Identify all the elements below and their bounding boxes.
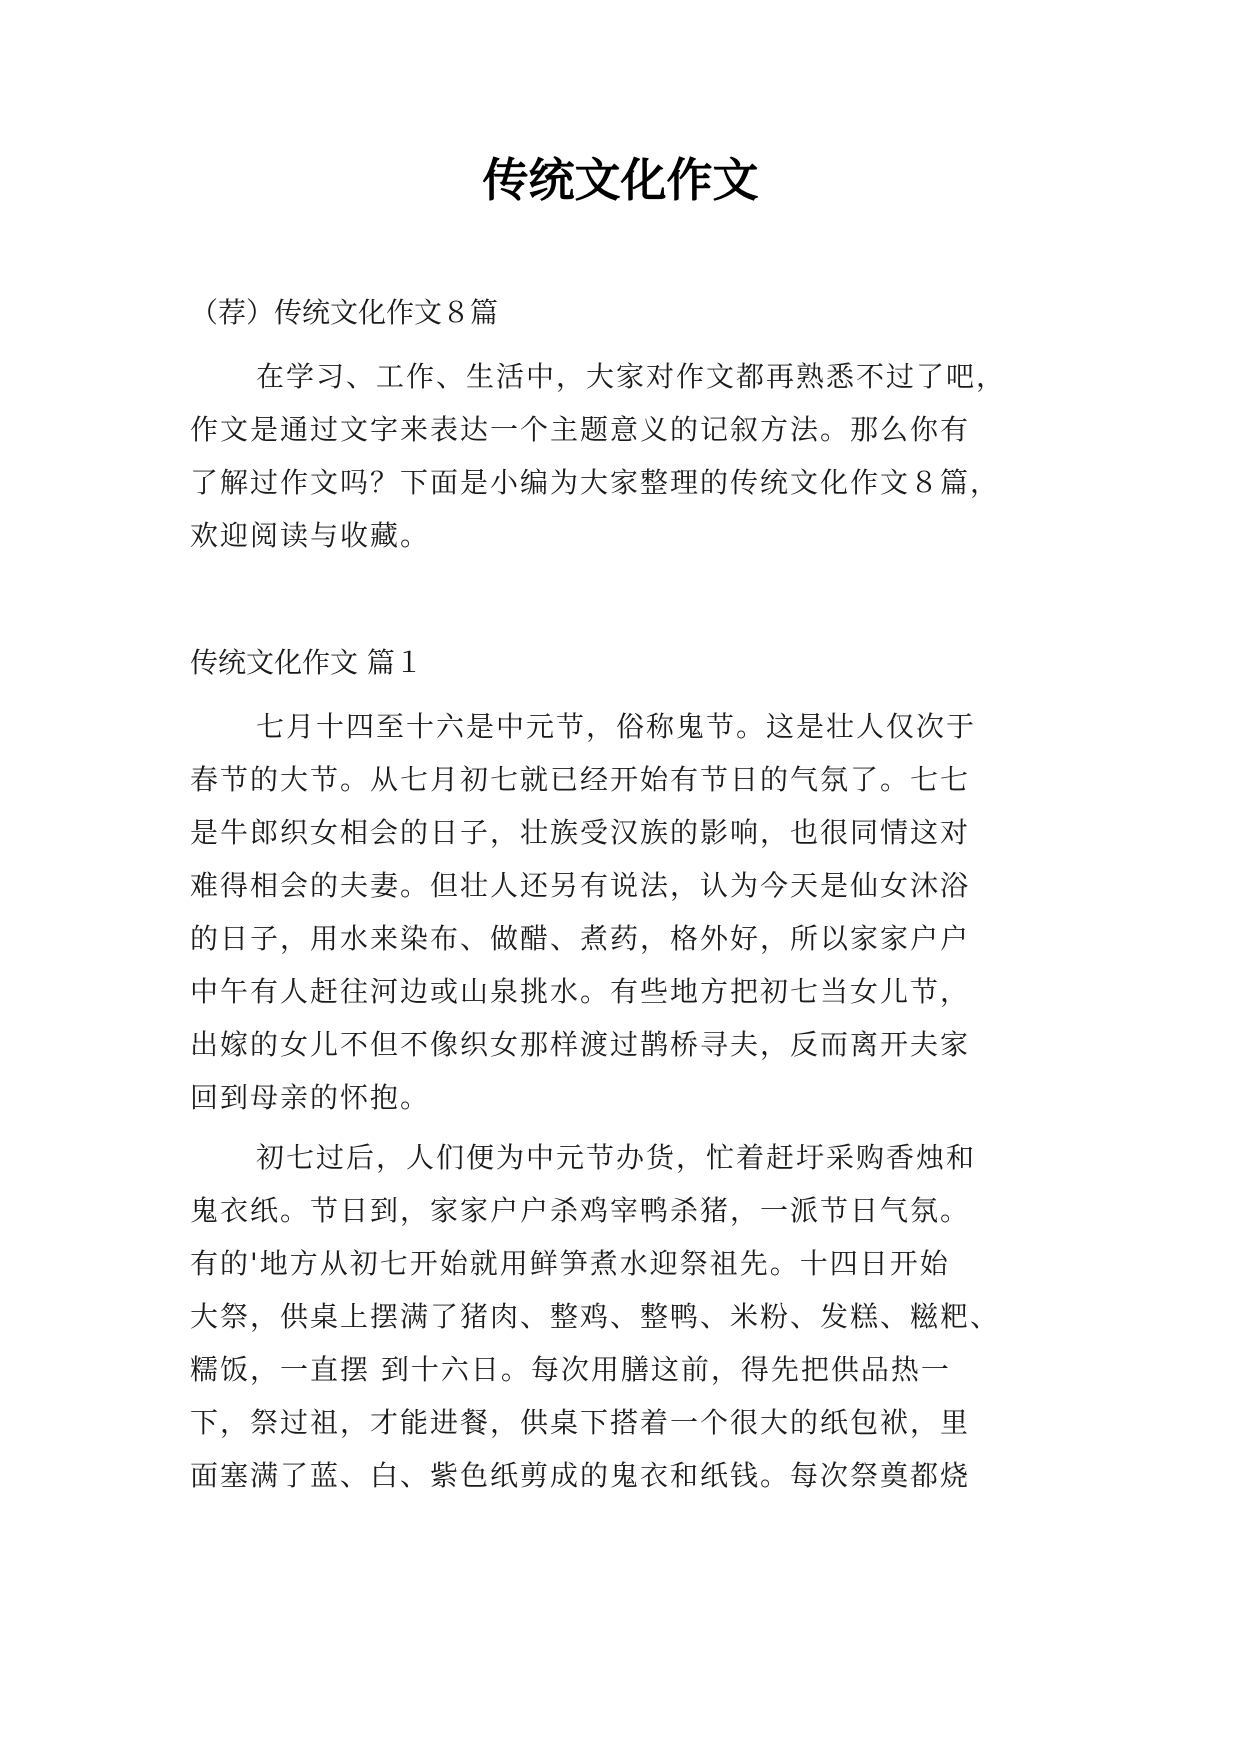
paragraph-line: 是牛郎织女相会的日子，壮族受汉族的影响，也很同情这对	[190, 816, 971, 849]
paragraph-line: 了解过作文吗？下面是小编为大家整理的传统文化作文８篇，	[190, 466, 1001, 499]
paragraph-2	[190, 1131, 1070, 1502]
section-heading: 传统文化作文 篇１	[190, 646, 423, 679]
paragraph-line: 有的'地方从初七开始就用鲜笋煮水迎祭祖先。十四日开始	[190, 1247, 950, 1280]
paragraph-line: 糯饭，一直摆 到十六日。每次用膳这前，得先把供品热一	[190, 1353, 951, 1386]
paragraph-line: 中午有人赶往河边或山泉挑水。有些地方把初七当女儿节，	[190, 975, 971, 1008]
paragraph-line: 七月十四至十六是中元节，俗称鬼节。这是壮人仅次于	[256, 710, 977, 743]
paragraph-line: 鬼衣纸。节日到，家家户户杀鸡宰鸭杀猪，一派节日气氛。	[190, 1194, 971, 1227]
paragraph-line: 的日子，用水来染布、做醋、煮药，格外好，所以家家户户	[190, 922, 971, 955]
paragraph-line: 春节的大节。从七月初七就已经开始有节日的气氛了。七七	[190, 763, 971, 796]
intro-paragraph	[190, 350, 1070, 562]
section-body	[190, 700, 1070, 1502]
paragraph-line: 作文是通过文字来表达一个主题意义的记叙方法。那么你有	[190, 413, 971, 446]
document-subtitle: （荐）传统文化作文８篇	[190, 296, 499, 329]
paragraph-line: 难得相会的夫妻。但壮人还另有说法，认为今天是仙女沐浴	[190, 869, 971, 902]
paragraph-line: 在学习、工作、生活中，大家对作文都再熟悉不过了吧，	[256, 360, 1007, 393]
paragraph-line: 出嫁的女儿不但不像织女那样渡过鹊桥寻夫，反而离开夫家	[190, 1028, 971, 1061]
paragraph-line: 下，祭过祖，才能进餐，供桌下搭着一个很大的纸包袱，里	[190, 1406, 971, 1439]
paragraph-line: 欢迎阅读与收藏。	[190, 519, 431, 552]
paragraph-line: 回到母亲的怀抱。	[190, 1081, 431, 1114]
paragraph-spacer	[190, 1124, 1070, 1131]
paragraph-line: 大祭，供桌上摆满了猪肉、整鸡、整鸭、米粉、发糕、糍粑、	[190, 1300, 1001, 1333]
paragraph-line: 面塞满了蓝、白、紫色纸剪成的鬼衣和纸钱。每次祭奠都烧	[190, 1459, 971, 1492]
paragraph-1	[190, 700, 1070, 1124]
paragraph-line: 初七过后，人们便为中元节办货，忙着赶圩采购香烛和	[256, 1141, 977, 1174]
document-title: 传统文化作文	[482, 153, 759, 207]
